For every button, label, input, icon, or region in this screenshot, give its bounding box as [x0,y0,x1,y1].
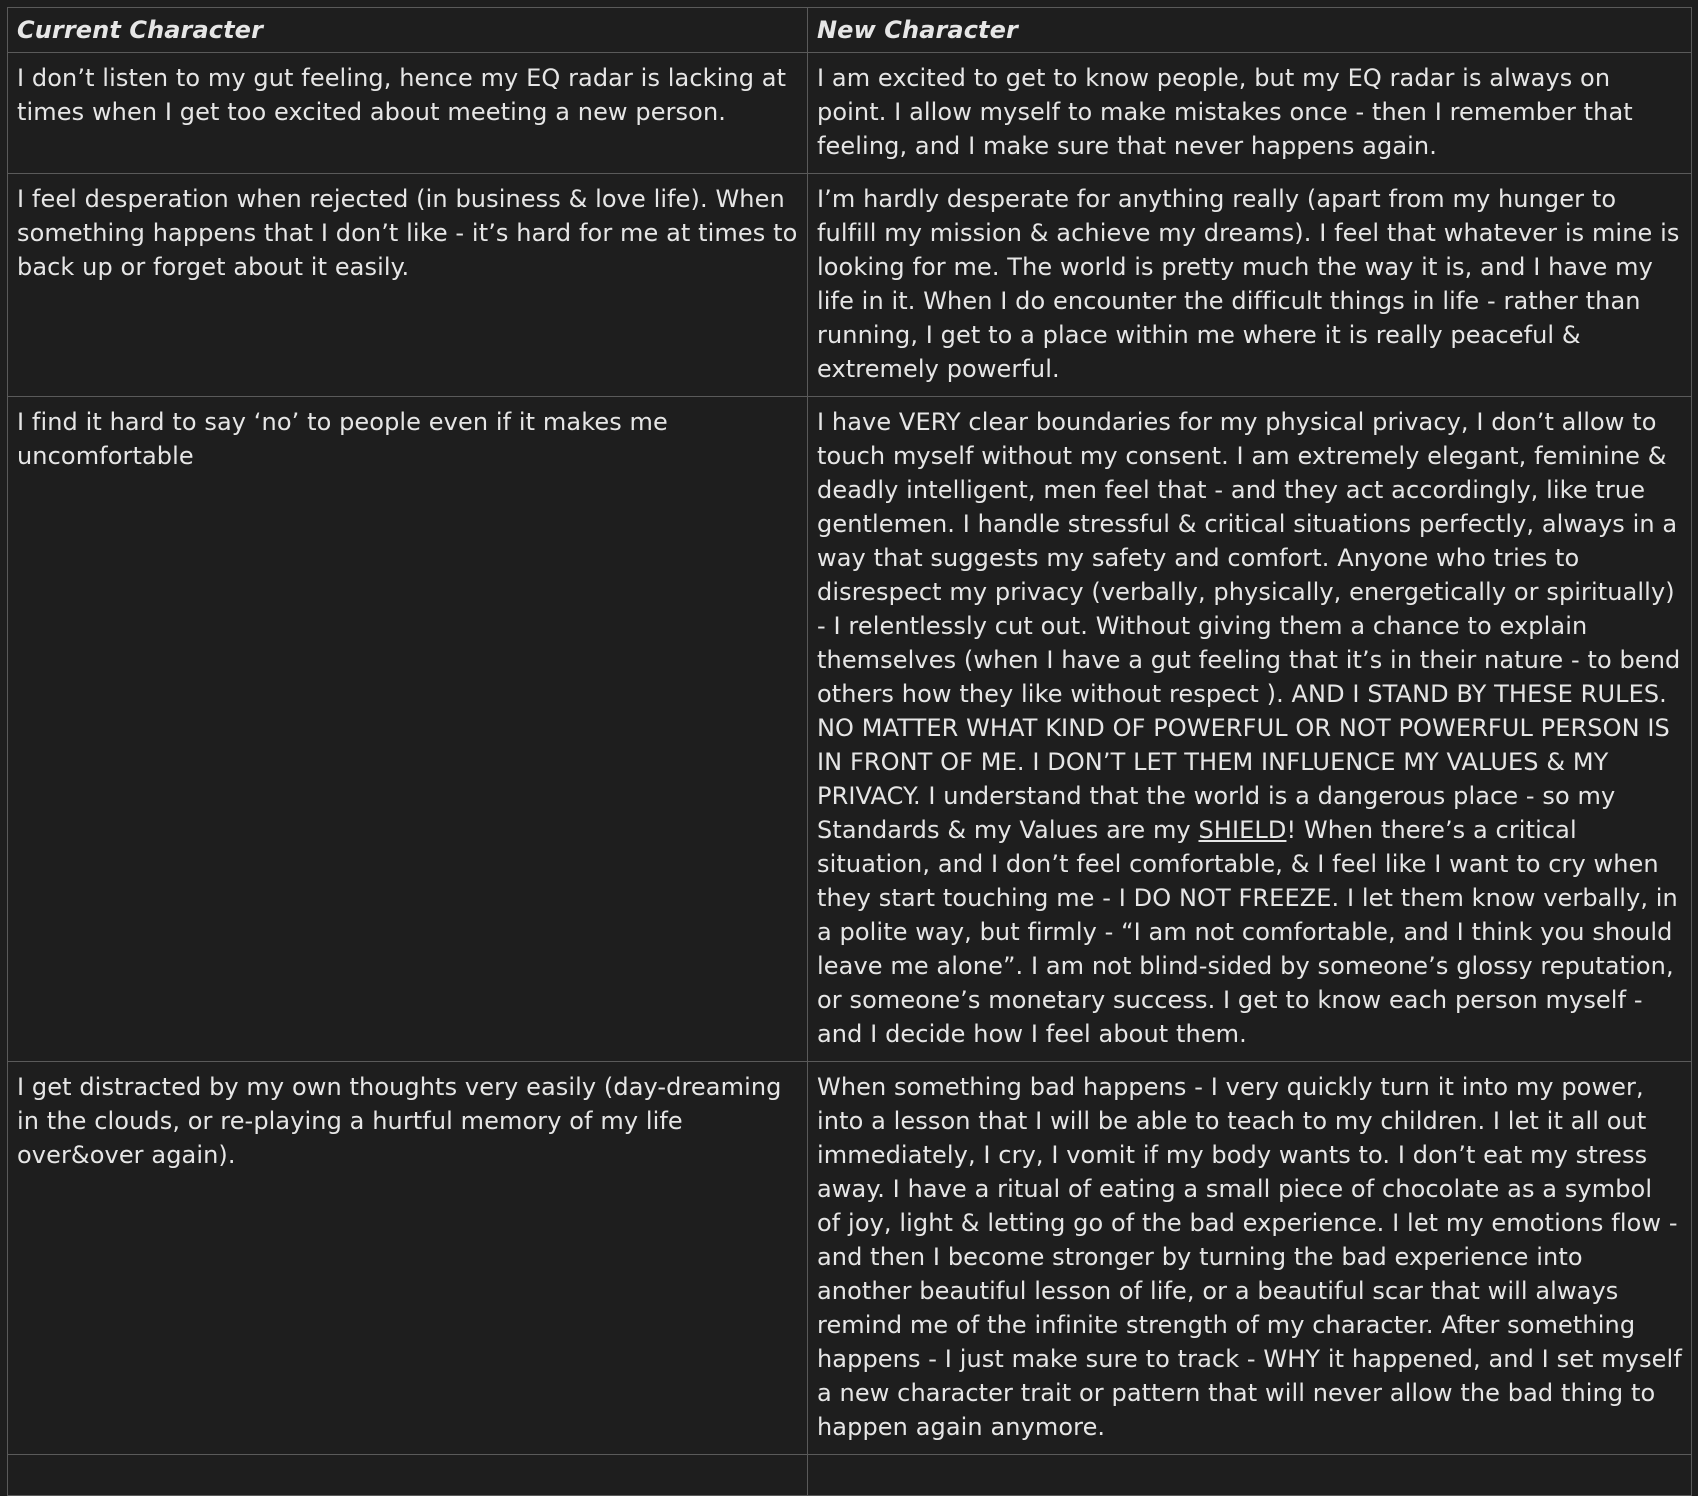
table-row-empty [8,1455,1692,1496]
empty-cell[interactable] [8,1455,808,1496]
new-character-cell[interactable]: When something bad happens - I very quickly turn it into my power, into a lesson that I will be able to teach to my children. I let it all out immediately, I cry, I vomit if my body wants to. I don’t eat my stress away. I have a ritual of eating a small piece of chocolate as a symbol of joy, light & letting go of the bad experience. I let my emotions flow - and then I become stronger by turning the bad experience into another beautiful lesson of life, or a beautiful scar that will always remind me of the infinite strength of my character. After something happens - I just make sure to track - WHY it happened, and I set myself a new character trait or pattern that will never allow the bad thing to happen again anymore. [808,1062,1692,1455]
character-comparison-table [7,7,1692,1496]
current-character-cell[interactable]: I find it hard to say ‘no’ to people even if it makes me uncomfortable [8,397,808,1062]
table-row [8,174,1692,397]
current-character-cell[interactable]: I get distracted by my own thoughts very easily (day-dreaming in the clouds, or re-playing a hurtful memory of my life over&over again). [8,1062,808,1455]
current-character-cell[interactable]: I don’t listen to my gut feeling, hence my EQ radar is lacking at times when I get too excited about meeting a new person. [8,53,808,174]
new-character-cell[interactable]: I’m hardly desperate for anything really (apart from my hunger to fulfill my mission & achieve my dreams). I feel that whatever is mine is looking for me. The world is pretty much the way it is, and I have my life in it. When I do encounter the difficult things in life - rather than running, I get to a place within me where it is really peaceful & extremely powerful. [808,174,1692,397]
table-row [8,53,1692,174]
empty-cell[interactable] [808,1455,1692,1496]
header-current-character: Current Character [8,8,808,53]
text-segment: I have VERY clear boundaries for my physical privacy, I don’t allow to touch myself without my consent. I am extremely elegant, feminine & deadly intelligent, men feel that - and they act accordingly, like true gentlemen. I handle stressful & critical situations perfectly, always in a way that suggests my safety and comfort. Anyone who tries to disrespect my privacy (verbally, physically, energetically or spiritually) - I relentlessly cut out. Without giving them a chance to explain themselves (when I have a gut feeling that it’s in their nature - to bend others how they like without respect ). AND I STAND BY THESE RULES. NO MATTER WHAT KIND OF POWERFUL OR NOT POWERFUL PERSON IS IN FRONT OF ME. I DON’T LET THEM INFLUENCE MY VALUES & MY PRIVACY. I understand that the world is a dangerous place - so my Standards & my Values are my [817,408,1681,844]
text-segment: ! When there’s a critical situation, and I don’t feel comfortable, & I feel like I want to cry when they start touching me - I DO NOT FREEZE. I let them know verbally, in a polite way, but firmly - “I am not comfortable, and I think you should leave me alone”. I am not blind-sided by someone’s glossy reputation, or someone’s monetary success. I get to know each person myself - and I decide how I feel about them. [817,816,1678,1048]
header-row [8,8,1692,53]
new-character-cell[interactable]: I am excited to get to know people, but my EQ radar is always on point. I allow myself to make mistakes once - then I remember that feeling, and I make sure that never happens again. [808,53,1692,174]
new-character-cell[interactable] [808,397,1692,1062]
current-character-cell[interactable]: I feel desperation when rejected (in business & love life). When something happens that I don’t like - it’s hard for me at times to back up or forget about it easily. [8,174,808,397]
table-row [8,1062,1692,1455]
header-new-character: New Character [808,8,1692,53]
underlined-shield-text: SHIELD [1198,816,1287,844]
table-row [8,397,1692,1062]
